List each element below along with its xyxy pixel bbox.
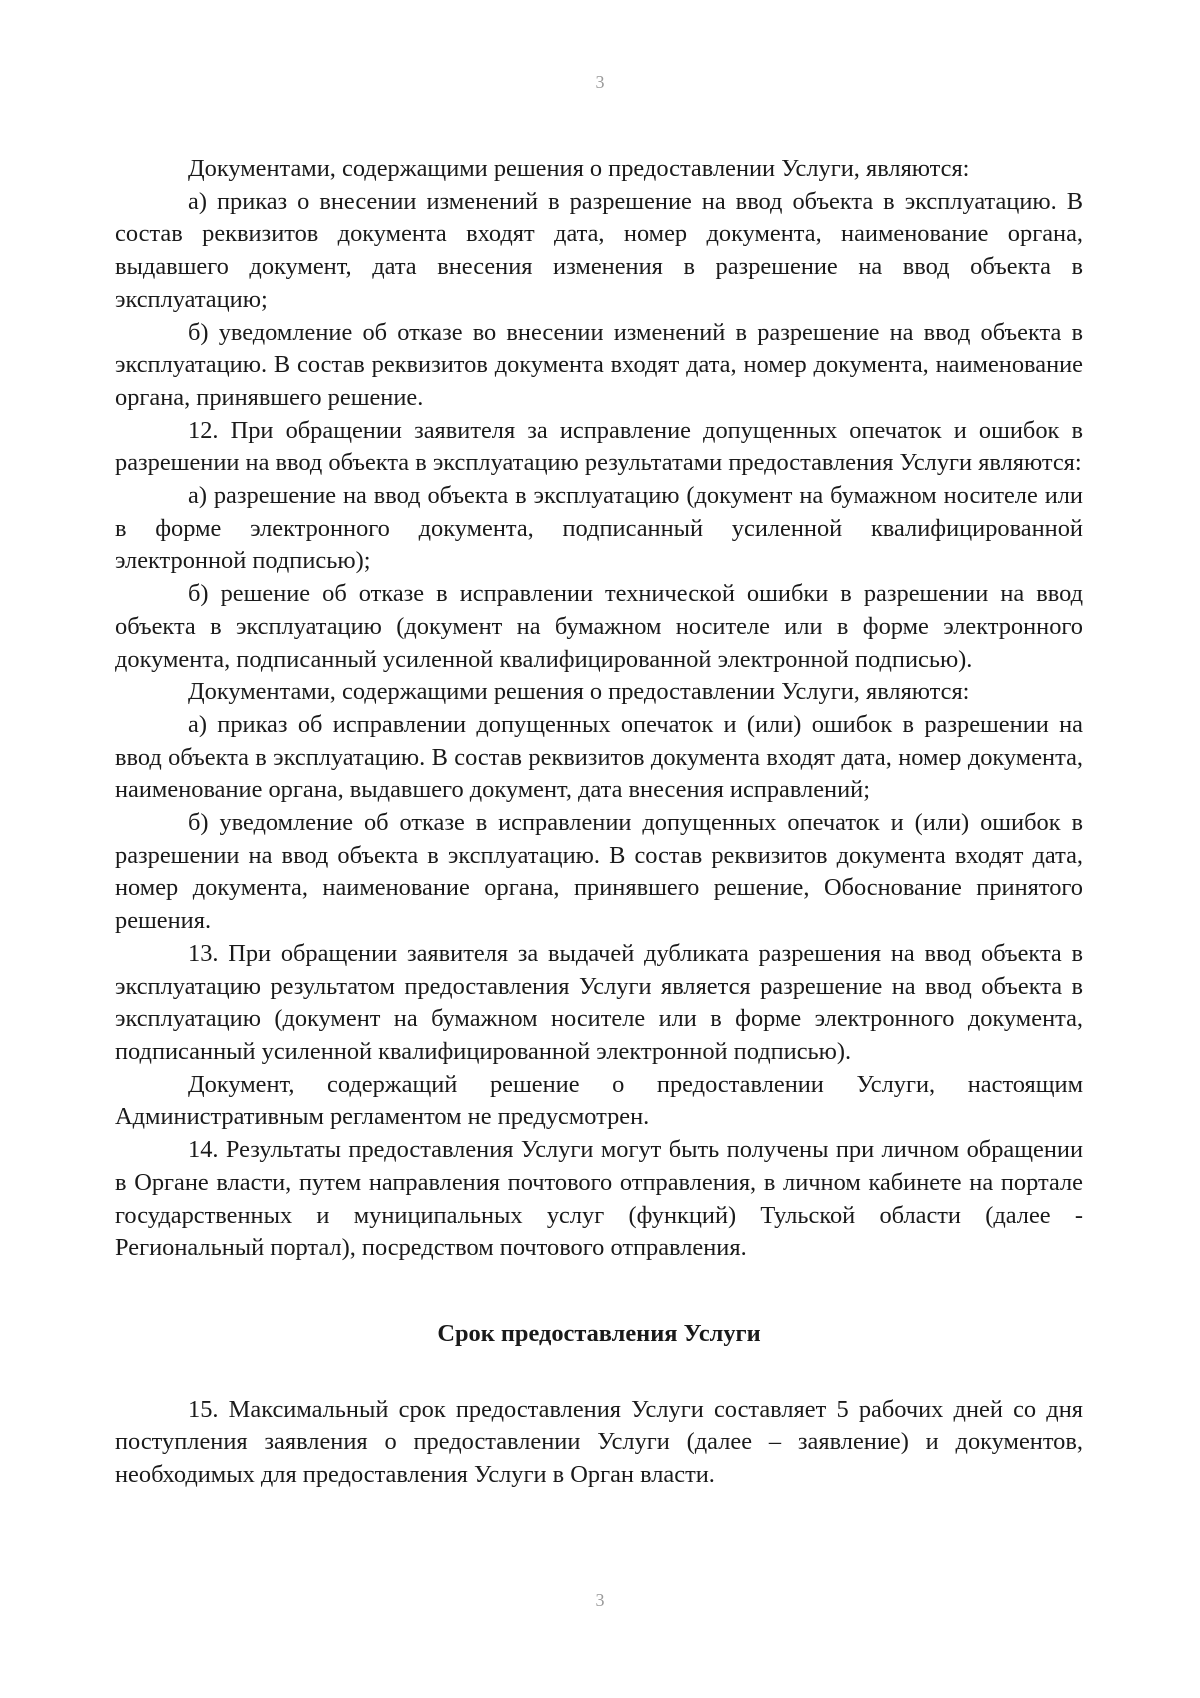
page-number-bottom: 3 <box>595 1590 605 1610</box>
paragraph: 12. При обращении заявителя за исправление допущенных опечаток и ошибок в разрешении на ввод объекта в эксплуатацию результатами предоставления Услуги являются: <box>115 416 1083 477</box>
paragraph: а) приказ об исправлении допущенных опечаток и (или) ошибок в разрешении на ввод объекта в эксплуатацию. В состав реквизитов документа входят дата, номер документа, наименование органа, выдавшего документ, дата внесения исправлений; <box>115 710 1083 804</box>
paragraph: б) решение об отказе в исправлении технической ошибки в разрешении на ввод объекта в эксплуатацию (документ на бумажном носителе или в форме электронного документа, подписанный усиленной квалифицированной электронной подписью). <box>115 580 1083 673</box>
paragraph: Документами, содержащими решения о предоставлении Услуги, являются: <box>188 678 970 706</box>
paragraph: Документ, содержащий решение о предоставлении Услуги, настоящим Административным регламентом не предусмотрен. <box>115 1070 1083 1131</box>
paragraph: а) разрешение на ввод объекта в эксплуатацию (документ на бумажном носителе или в форме электронного документа, подписанный усиленной квалифицированной электронной подписью); <box>115 482 1083 575</box>
section-heading: Срок предоставления Услуги <box>437 1319 761 1347</box>
document-body <box>115 153 1083 1492</box>
paragraph: а) приказ о внесении изменений в разрешение на ввод объекта в эксплуатацию. В состав реквизитов документа входят дата, номер документа, наименование органа, выдавшего документ, дата внесения изменения в разрешение на ввод объекта в эксплуатацию; <box>115 187 1083 313</box>
paragraph: 13. При обращении заявителя за выдачей дубликата разрешения на ввод объекта в эксплуатацию результатом предоставления Услуги является разрешение на ввод объекта в эксплуатацию (документ на бумажном носителе или в форме электронного документа, подписанный усиленной квалифицированной электронной подписью). <box>115 939 1083 1065</box>
paragraph: 14. Результаты предоставления Услуги могут быть получены при личном обращении в Органе власти, путем направления почтового отправления, в личном кабинете на портале государственных и муниципальных услуг (функций) Тульской области (далее - Региональный портал), посредством почтового отправления. <box>115 1136 1083 1262</box>
paragraph: 15. Максимальный срок предоставления Услуги составляет 5 рабочих дней со дня поступления заявления о предоставлении Услуги (далее – заявление) и документов, необходимых для предоставления Услуги в Орган власти. <box>115 1395 1083 1489</box>
paragraph: Документами, содержащими решения о предоставлении Услуги, являются: <box>188 155 970 182</box>
paragraph: б) уведомление об отказе во внесении изменений в разрешение на ввод объекта в эксплуатацию. В состав реквизитов документа входят дата, номер документа, наименование органа, принявшего решение. <box>115 318 1083 411</box>
paragraph: б) уведомление об отказе в исправлении допущенных опечаток и (или) ошибок в разрешении на ввод объекта в эксплуатацию. В состав реквизитов документа входят дата, номер документа, наименование органа, принявшего решение, Обоснование принятого решения. <box>115 809 1083 935</box>
page-number-top: 3 <box>595 72 605 92</box>
